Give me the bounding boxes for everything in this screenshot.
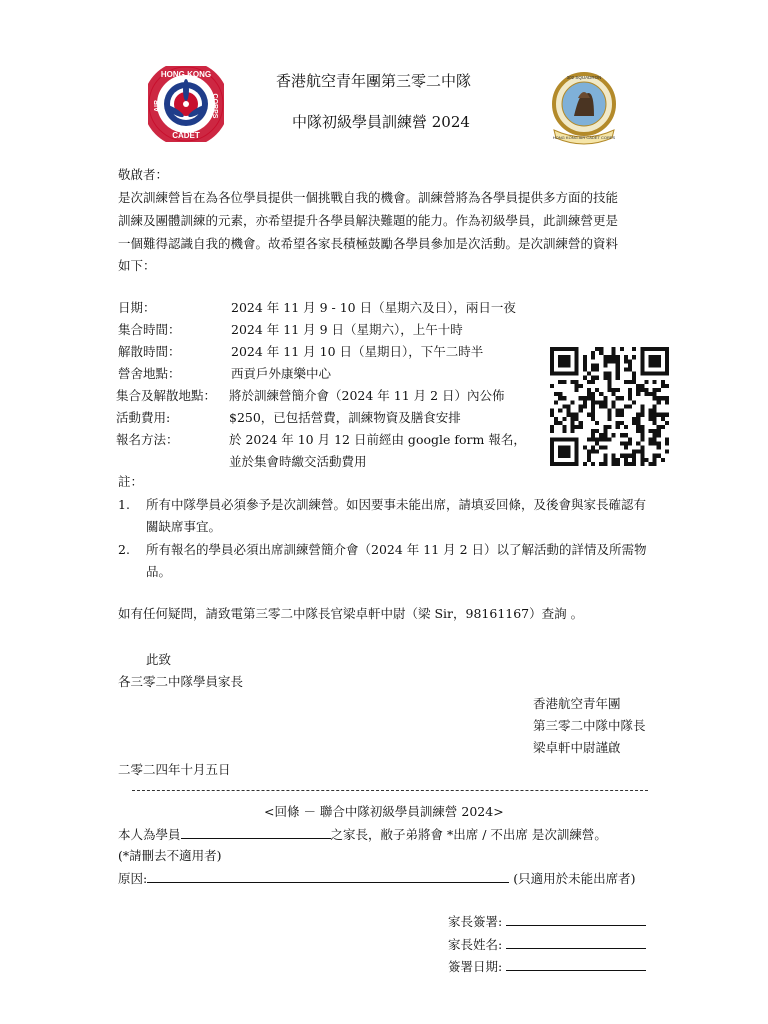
parent-signature-label: 家長簽署: [448,914,503,929]
salutation: 敬啟者： [118,167,169,182]
detail-label: 集合及解散地點： [116,388,217,403]
detail-value: 於 2024 年 10 月 12 日前經由 google form 報名， [229,432,526,447]
sign-date-row [448,958,646,975]
reason-hint: (只適用於未能出席者) [513,871,636,886]
svg-text:CADET: CADET [172,131,200,140]
body-line-1: 是次訓練營旨在為各位學員提供一個挑戰自我的機會。訓練營將為各學員提供多方面的技能 [118,190,619,205]
svg-text:CORPS: CORPS [211,93,218,119]
detail-label: 解散時間： [118,344,181,359]
reply-line-1 [118,826,607,843]
student-name-field[interactable] [181,826,331,839]
detail-value: $250，已包括營費，訓練物資及膳食安排 [229,410,461,425]
reason-row [118,870,635,887]
letter-date: 二零二四年十月五日 [118,762,231,777]
hkacc-logo [148,66,224,142]
detail-label: 活動費用: [116,410,171,425]
body-line-2: 訓練及團體訓練的元素，亦希望提升各學員解決難題的能力。作為初級學員，此訓練營更是 [118,213,619,228]
closing-line: 此致 [146,652,172,667]
camp-title: 中隊初級學員訓練營 2024 [292,113,470,131]
detail-value: 西貢戶外康樂中心 [231,366,332,381]
reason-field[interactable] [147,870,509,883]
svg-text:HONG KONG: HONG KONG [160,70,212,79]
detail-value: 將於訓練營簡介會（2024 年 11 月 2 日）內公佈 [229,388,505,403]
signature-unit: 第三零二中隊中隊長 [533,718,646,733]
detail-label: 營舍地點： [118,366,181,381]
parent-signature-field[interactable] [506,913,646,926]
letter-title: 香港航空青年團第三零二中隊 [276,72,472,90]
note-line: 關缺席事宜。 [146,519,222,534]
cut-line [132,790,648,791]
detail-value: 2024 年 11 月 10 日（星期日），下午二時半 [231,344,484,359]
sign-date-field[interactable] [506,958,646,971]
signature-org: 香港航空青年團 [533,696,621,711]
note-line: 所有中隊學員必須參予是次訓練營。如因要事未能出席，請填妥回條，及後會與家長確認有 [146,497,647,512]
parent-name-field[interactable] [506,936,646,949]
registration-qr-code[interactable] [550,347,669,466]
note-number: 2. [118,542,130,557]
parent-signature-row [448,913,646,930]
note-line: 品。 [146,564,172,579]
svg-text:AIR: AIR [154,99,161,113]
reply-note: (*請刪去不適用者) [118,848,222,863]
squadron-302-badge [544,68,624,148]
enquiry-text: 如有任何疑問，請致電第三零二中隊長官梁卓軒中尉（梁 Sir，98161167）查詢 。 [118,606,584,621]
sign-date-label: 簽署日期: [448,959,503,974]
addressee: 各三零二中隊學員家長 [118,674,244,689]
detail-label: 集合時間： [118,322,181,337]
detail-value: 2024 年 11 月 9 - 10 日（星期六及日），兩日一夜 [231,300,516,315]
body-line-4: 如下： [118,258,156,273]
reply-attendance-text: 之家長，敝子弟將會 *出席 / 不出席 是次訓練營。 [330,827,607,842]
detail-value: 2024 年 11 月 9 日（星期六），上午十時 [231,322,463,337]
detail-value: 並於集會時繳交活動費用 [229,454,367,469]
detail-label: 報名方法： [116,432,179,447]
parent-name-label: 家長姓名: [448,937,503,952]
note-number: 1. [118,497,130,512]
reply-slip-title: <回條 － 聯合中隊初級學員訓練營 2024> [264,804,504,819]
notes-heading: 註： [118,474,144,489]
detail-label: 日期： [118,300,156,315]
parent-name-row [448,936,646,953]
body-line-3: 一個難得認識自我的機會。故希望各家長積極鼓勵各學員參加是次活動。是次訓練營的資料 [118,236,619,251]
signature-name: 梁卓軒中尉謹啟 [533,740,621,755]
note-line: 所有報名的學員必須出席訓練營簡介會（2024 年 11 月 2 日）以了解活動的詳情及所需物 [146,542,647,557]
svg-text:HONG KONG AIR CADET CORPS: HONG KONG AIR CADET CORPS [552,135,616,140]
svg-text:302 SQUADRON: 302 SQUADRON [566,75,602,80]
reason-label: 原因: [118,871,148,886]
reply-student-prefix: 本人為學員 [118,827,181,842]
